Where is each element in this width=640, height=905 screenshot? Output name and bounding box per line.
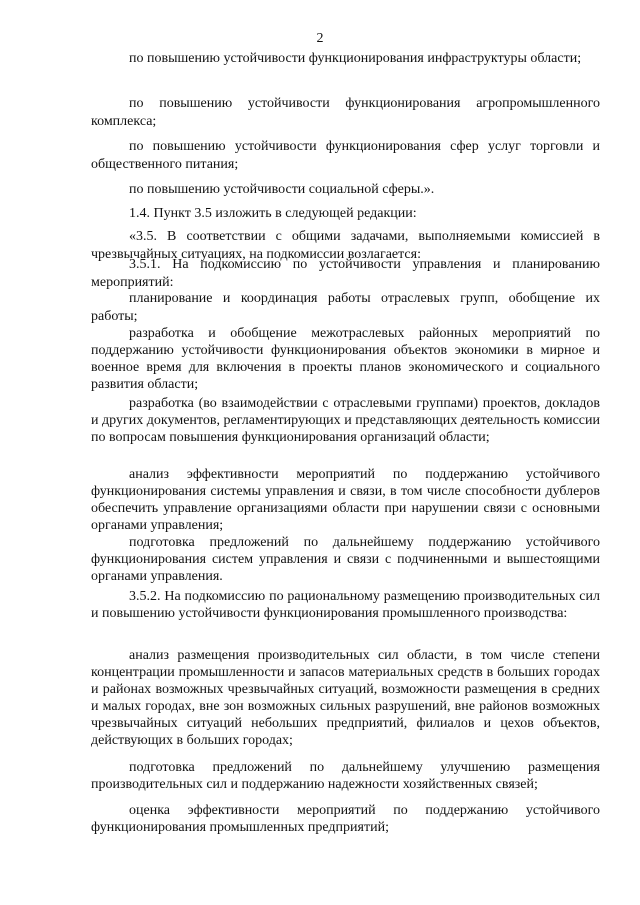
paragraph-planning: планирование и координация работы отраслевых групп, обобщение их работы; [91, 291, 600, 324]
paragraph-analysis-management: анализ эффективности мероприятий по поддержанию устойчивого функционирования системы управления и связи, в том числе способности дублеров обеспечить управление организациями области при нарушении связи с основными органами управления; [91, 467, 600, 533]
paragraph-3-5-1: 3.5.1. На подкомиссию по устойчивости управления и планированию мероприятий: [91, 257, 600, 290]
paragraph-analysis-placement: анализ размещения производительных сил области, в том числе степени концентрации промышленности и запасов материальных средств в больших городах и районах возможных чрезвычайных ситуаций, возможности размещения в средних и малых городах, вне зон возможных сильных разрушений, вне районов возможных чрезвычайных ситуаций небольших предприятий, филиалов и цехов объектов, действующих в больших городах; [91, 648, 600, 748]
paragraph-social: по повышению устойчивости социальной сферы.». [129, 182, 435, 197]
paragraph-trade: по повышению устойчивости функционирования сфер услуг торговли и общественного питания; [91, 139, 600, 172]
paragraph-agro: по повышению устойчивости функционирования агропромышленного комплекса; [91, 96, 600, 129]
paragraph-3-5: «3.5. В соответствии с общими задачами, выполняемыми комиссией в чрезвычайных ситуациях, на подкомиссии возлагается: [91, 229, 600, 262]
page-number: 2 [316, 31, 324, 46]
paragraph-preparation-placement: подготовка предложений по дальнейшему улучшению размещения производительных сил и поддержанию надежности хозяйственных связей; [91, 760, 600, 792]
paragraph-infrastructure: по повышению устойчивости функционирования инфраструктуры области; [129, 51, 582, 66]
paragraph-development-documents: разработка (во взаимодействии с отраслевыми группами) проектов, докладов и других документов, регламентирующих и представляющих деятельность комиссии по вопросам повышения функционирования организаций области; [91, 396, 600, 445]
paragraph-preparation-management: подготовка предложений по дальнейшему поддержанию устойчивого функционирования систем управления и связи с подчиненными и вышестоящими органами управления. [91, 535, 600, 584]
paragraph-item-1-4: 1.4. Пункт 3.5 изложить в следующей редакции: [129, 206, 417, 221]
paragraph-development-measures: разработка и обобщение межотраслевых районных мероприятий по поддержанию устойчивости функционирования объектов экономики в мирное и военное время для включения в проекты планов экономического и социального развития области; [91, 326, 600, 392]
paragraph-evaluation: оценка эффективности мероприятий по поддержанию устойчивого функционирования промышленных предприятий; [91, 803, 600, 835]
paragraph-3-5-2: 3.5.2. На подкомиссию по рациональному размещению производительных сил и повышению устойчивости функционирования промышленного производства: [91, 589, 600, 621]
